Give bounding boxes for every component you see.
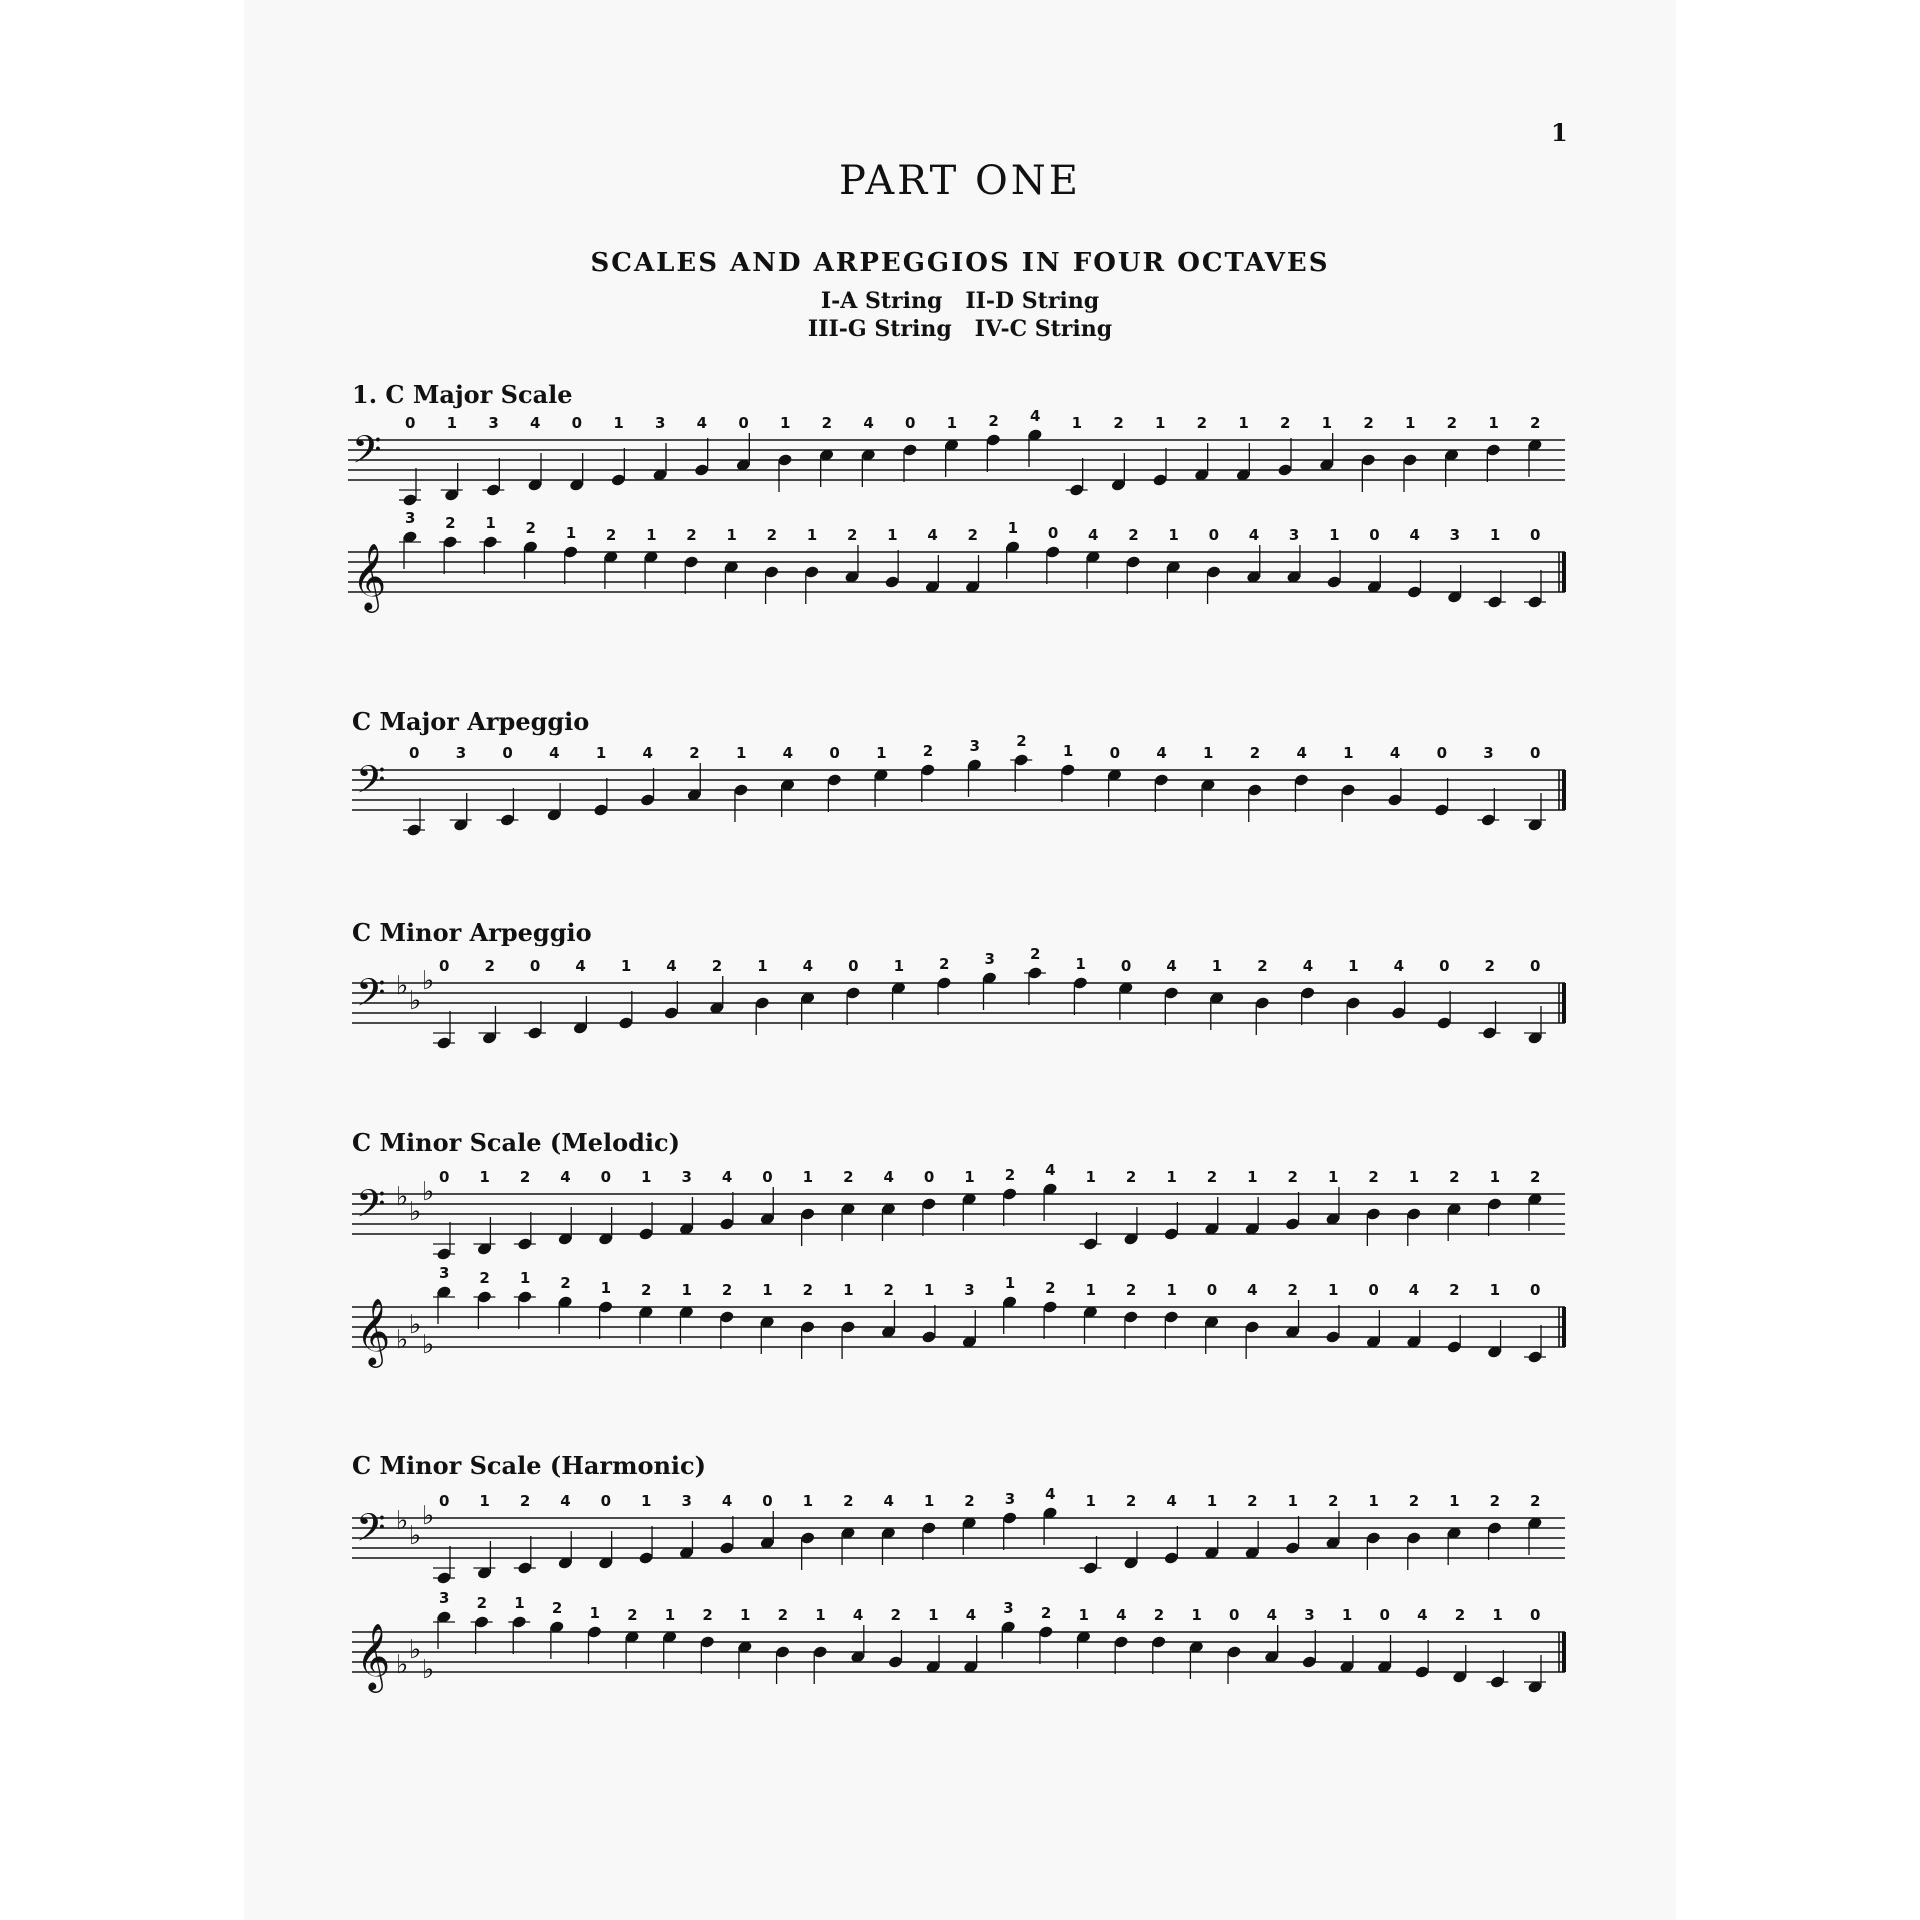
flat-icon: ♭ bbox=[409, 986, 422, 1016]
fingering-number: 2 bbox=[721, 1281, 733, 1299]
fingering-number: 1 bbox=[1166, 1168, 1177, 1186]
fingering-number: 4 bbox=[863, 414, 874, 432]
fingering-number: 3 bbox=[405, 509, 416, 527]
fingering-number: 0 bbox=[405, 414, 416, 432]
fingering-number: 1 bbox=[1071, 414, 1083, 432]
section-title-c-major-scale: 1. C Major Scale bbox=[352, 380, 573, 409]
fingering-number: 2 bbox=[1247, 1492, 1258, 1510]
fingering-number: 2 bbox=[445, 514, 456, 532]
bass-clef-icon: 𝄢 bbox=[356, 970, 386, 1024]
fingering-number: 2 bbox=[525, 519, 536, 537]
flat-icon: ♭ bbox=[422, 1501, 435, 1531]
fingering-number: 0 bbox=[1120, 957, 1132, 975]
fingering-number: 2 bbox=[1016, 732, 1027, 750]
fingering-number: 1 bbox=[762, 1281, 773, 1299]
fingering-number: 2 bbox=[1368, 1168, 1379, 1186]
fingering-number: 1 bbox=[1405, 414, 1416, 432]
fingering-number: 4 bbox=[927, 526, 938, 544]
fingering-number: 0 bbox=[439, 1492, 450, 1510]
fingering-number: 0 bbox=[1436, 744, 1448, 762]
fingering-number: 1 bbox=[1004, 1274, 1016, 1292]
fingering-number: 4 bbox=[883, 1492, 894, 1510]
fingering-number: 2 bbox=[967, 526, 978, 544]
fingering-number: 2 bbox=[939, 955, 950, 973]
flat-icon: ♭ bbox=[422, 1177, 435, 1207]
bass-clef-icon: 𝄢 bbox=[356, 1181, 386, 1235]
fingering-number: 0 bbox=[439, 1168, 450, 1186]
fingering-number: 2 bbox=[883, 1281, 894, 1299]
fingering-number: 1 bbox=[519, 1269, 531, 1287]
fingering-number: 1 bbox=[641, 1492, 652, 1510]
fingering-number: 4 bbox=[666, 957, 677, 975]
fingering-number: 2 bbox=[689, 744, 700, 762]
fingering-number: 2 bbox=[1530, 414, 1541, 432]
fingering-number: 1 bbox=[1155, 414, 1166, 432]
fingering-number: 1 bbox=[1489, 526, 1501, 544]
page-subtitle: SCALES AND ARPEGGIOS IN FOUR OCTAVES bbox=[590, 248, 1330, 278]
fingering-number: 3 bbox=[488, 414, 499, 432]
fingering-number: 1 bbox=[1489, 1168, 1501, 1186]
bass-clef-icon: 𝄢 bbox=[356, 1505, 386, 1559]
flat-icon: ♭ bbox=[409, 1635, 422, 1665]
fingering-number: 4 bbox=[965, 1606, 977, 1624]
flat-icon: ♭ bbox=[396, 971, 409, 1001]
fingering-number: 1 bbox=[739, 1606, 751, 1624]
fingering-number: 2 bbox=[821, 414, 833, 432]
fingering-number: 2 bbox=[1287, 1168, 1298, 1186]
fingering-number: 4 bbox=[560, 1492, 571, 1510]
fingering-number: 2 bbox=[922, 742, 934, 760]
fingering-number: 4 bbox=[530, 414, 541, 432]
bass-clef-icon: 𝄢 bbox=[356, 757, 386, 811]
fingering-number: 1 bbox=[613, 414, 624, 432]
fingering-number: 4 bbox=[1166, 1492, 1177, 1510]
section-title-c-minor-harmonic: C Minor Scale (Harmonic) bbox=[352, 1451, 706, 1480]
fingering-number: 4 bbox=[1156, 744, 1167, 762]
fingering-number: 0 bbox=[923, 1168, 935, 1186]
flat-icon: ♭ bbox=[422, 1655, 435, 1685]
fingering-number: 4 bbox=[560, 1168, 571, 1186]
fingering-number: 2 bbox=[476, 1594, 488, 1612]
fingering-number: 4 bbox=[1393, 957, 1405, 975]
fingering-number: 1 bbox=[646, 526, 657, 544]
fingering-number: 3 bbox=[964, 1281, 975, 1299]
fingering-number: 0 bbox=[600, 1492, 612, 1510]
fingering-number: 0 bbox=[1047, 524, 1059, 542]
fingering-number: 2 bbox=[1125, 1281, 1137, 1299]
fingering-number: 2 bbox=[1125, 1168, 1137, 1186]
fingering-number: 2 bbox=[1408, 1492, 1420, 1510]
fingering-number: 3 bbox=[1304, 1606, 1315, 1624]
fingering-number: 1 bbox=[843, 1281, 854, 1299]
fingering-number: 2 bbox=[1045, 1279, 1056, 1297]
fingering-number: 4 bbox=[1417, 1606, 1428, 1624]
fingering-number: 1 bbox=[1492, 1606, 1503, 1624]
fingering-number: 0 bbox=[1369, 526, 1380, 544]
fingering-number: 2 bbox=[702, 1606, 713, 1624]
fingering-number: 2 bbox=[843, 1168, 854, 1186]
fingering-number: 1 bbox=[876, 744, 887, 762]
fingering-number: 4 bbox=[575, 957, 586, 975]
fingering-number: 2 bbox=[1446, 414, 1458, 432]
fingering-number: 4 bbox=[1389, 744, 1401, 762]
fingering-number: 1 bbox=[514, 1594, 525, 1612]
treble-clef-icon: 𝄞 bbox=[356, 1622, 391, 1690]
fingering-number: 1 bbox=[923, 1281, 935, 1299]
fingering-number: 3 bbox=[1483, 744, 1494, 762]
fingering-number: 0 bbox=[1439, 957, 1450, 975]
fingering-number: 1 bbox=[802, 1492, 814, 1510]
fingering-number: 4 bbox=[1266, 1606, 1278, 1624]
fingering-number: 2 bbox=[641, 1281, 652, 1299]
fingering-number: 3 bbox=[969, 737, 980, 755]
fingering-number: 4 bbox=[1247, 1281, 1258, 1299]
fingering-number: 4 bbox=[1248, 526, 1260, 544]
fingering-number: 2 bbox=[519, 1492, 531, 1510]
fingering-number: 1 bbox=[1247, 1168, 1258, 1186]
fingering-number: 1 bbox=[479, 1168, 490, 1186]
fingering-number: 2 bbox=[1530, 1492, 1541, 1510]
fingering-number: 1 bbox=[780, 414, 791, 432]
fingering-number: 1 bbox=[1085, 1492, 1096, 1510]
fingering-number: 1 bbox=[1085, 1281, 1096, 1299]
fingering-number: 1 bbox=[1488, 414, 1499, 432]
flat-icon: ♭ bbox=[396, 1650, 409, 1680]
fingering-number: 0 bbox=[1368, 1281, 1379, 1299]
fingering-number: 2 bbox=[1484, 957, 1495, 975]
fingering-number: 0 bbox=[848, 957, 859, 975]
fingering-number: 4 bbox=[1088, 526, 1099, 544]
fingering-number: 4 bbox=[549, 744, 560, 762]
fingering-number: 1 bbox=[757, 957, 768, 975]
fingering-number: 0 bbox=[1530, 957, 1541, 975]
fingering-number: 1 bbox=[565, 524, 577, 542]
fingering-number: 0 bbox=[1208, 526, 1220, 544]
fingering-number: 4 bbox=[802, 957, 814, 975]
fingering-number: 2 bbox=[766, 526, 778, 544]
fingering-number: 2 bbox=[1530, 1168, 1541, 1186]
fingering-number: 0 bbox=[1206, 1281, 1218, 1299]
fingering-number: 1 bbox=[1075, 955, 1086, 973]
fingering-number: 0 bbox=[762, 1168, 773, 1186]
fingering-number: 2 bbox=[1454, 1606, 1466, 1624]
fingering-number: 4 bbox=[1302, 957, 1314, 975]
fingering-number: 1 bbox=[1449, 1492, 1460, 1510]
fingering-number: 1 bbox=[1007, 519, 1019, 537]
fingering-number: 1 bbox=[589, 1604, 600, 1622]
fingering-number: 1 bbox=[893, 957, 905, 975]
fingering-number: 0 bbox=[571, 414, 583, 432]
fingering-number: 2 bbox=[1029, 945, 1041, 963]
flat-icon: ♭ bbox=[396, 1506, 409, 1536]
fingering-number: 4 bbox=[782, 744, 794, 762]
fingering-number: 0 bbox=[1530, 1281, 1541, 1299]
fingering-number: 1 bbox=[664, 1606, 676, 1624]
fingering-number: 2 bbox=[479, 1269, 490, 1287]
fingering-number: 2 bbox=[1196, 414, 1208, 432]
fingering-number: 1 bbox=[815, 1606, 826, 1624]
treble-clef-icon: 𝄞 bbox=[352, 542, 387, 610]
fingering-number: 0 bbox=[1229, 1606, 1240, 1624]
fingering-number: 2 bbox=[627, 1606, 638, 1624]
fingering-number: 1 bbox=[946, 414, 958, 432]
fingering-number: 2 bbox=[605, 526, 617, 544]
fingering-number: 1 bbox=[1078, 1606, 1089, 1624]
fingering-number: 2 bbox=[1327, 1492, 1339, 1510]
section-title-c-minor-melodic: C Minor Scale (Melodic) bbox=[352, 1128, 681, 1157]
fingering-number: 0 bbox=[829, 744, 840, 762]
fingering-number: 4 bbox=[1116, 1606, 1127, 1624]
fingering-number: 1 bbox=[485, 514, 496, 532]
fingering-number: 1 bbox=[620, 957, 632, 975]
fingering-number: 4 bbox=[1408, 1281, 1420, 1299]
fingering-number: 1 bbox=[1062, 742, 1074, 760]
fingering-number: 0 bbox=[529, 957, 541, 975]
fingering-number: 1 bbox=[595, 744, 607, 762]
fingering-number: 2 bbox=[1004, 1166, 1016, 1184]
flat-icon: ♭ bbox=[422, 966, 435, 996]
fingering-number: 1 bbox=[1166, 1281, 1177, 1299]
string-legend-line-2: III-G String IV-C String bbox=[807, 316, 1113, 342]
fingering-number: 2 bbox=[1153, 1606, 1165, 1624]
fingering-number: 1 bbox=[1348, 957, 1359, 975]
fingering-number: 1 bbox=[1327, 1281, 1339, 1299]
fingering-number: 2 bbox=[843, 1492, 854, 1510]
fingering-number: 3 bbox=[1288, 526, 1300, 544]
fingering-number: 3 bbox=[655, 414, 666, 432]
fingering-number: 1 bbox=[600, 1279, 612, 1297]
fingering-number: 1 bbox=[887, 526, 898, 544]
fingering-number: 3 bbox=[439, 1589, 450, 1607]
fingering-number: 2 bbox=[777, 1606, 789, 1624]
fingering-number: 1 bbox=[1203, 744, 1214, 762]
fingering-number: 1 bbox=[1238, 414, 1249, 432]
fingering-number: 2 bbox=[1206, 1168, 1218, 1186]
fingering-number: 1 bbox=[1489, 1281, 1501, 1299]
fingering-number: 1 bbox=[1287, 1492, 1298, 1510]
fingering-number: 3 bbox=[1004, 1490, 1016, 1508]
fingering-number: 1 bbox=[1343, 744, 1354, 762]
fingering-number: 0 bbox=[1109, 744, 1121, 762]
fingering-number: 2 bbox=[1280, 414, 1291, 432]
fingering-number: 4 bbox=[1296, 744, 1307, 762]
fingering-number: 4 bbox=[642, 744, 653, 762]
fingering-number: 1 bbox=[923, 1492, 935, 1510]
fingering-number: 2 bbox=[846, 526, 858, 544]
fingering-number: 0 bbox=[1530, 526, 1541, 544]
fingering-number: 2 bbox=[890, 1606, 901, 1624]
fingering-number: 2 bbox=[519, 1168, 531, 1186]
fingering-number: 0 bbox=[502, 744, 513, 762]
fingering-number: 2 bbox=[1113, 414, 1124, 432]
fingering-number: 4 bbox=[852, 1606, 864, 1624]
fingering-number: 1 bbox=[806, 526, 818, 544]
fingering-number: 2 bbox=[1449, 1168, 1460, 1186]
fingering-number: 1 bbox=[1168, 526, 1179, 544]
bass-clef-icon: 𝄢 bbox=[352, 427, 382, 481]
fingering-number: 2 bbox=[802, 1281, 814, 1299]
fingering-number: 4 bbox=[721, 1168, 733, 1186]
fingering-number: 1 bbox=[802, 1168, 814, 1186]
fingering-number: 0 bbox=[1530, 1606, 1541, 1624]
page-number: 1 bbox=[1551, 118, 1568, 147]
flat-icon: ♭ bbox=[409, 1521, 422, 1551]
page-title: PART ONE bbox=[839, 158, 1081, 204]
flat-icon: ♭ bbox=[396, 1182, 409, 1212]
flat-icon: ♭ bbox=[409, 1310, 422, 1340]
flat-icon: ♭ bbox=[409, 1197, 422, 1227]
fingering-number: 1 bbox=[1327, 1168, 1339, 1186]
fingering-number: 0 bbox=[439, 957, 450, 975]
fingering-number: 2 bbox=[964, 1492, 975, 1510]
fingering-number: 1 bbox=[1329, 526, 1340, 544]
fingering-number: 2 bbox=[711, 957, 723, 975]
fingering-number: 2 bbox=[1125, 1492, 1137, 1510]
fingering-number: 4 bbox=[1166, 957, 1177, 975]
fingering-number: 1 bbox=[681, 1281, 692, 1299]
fingering-number: 1 bbox=[1341, 1606, 1353, 1624]
fingering-number: 2 bbox=[484, 957, 495, 975]
fingering-number: 2 bbox=[1040, 1604, 1052, 1622]
fingering-number: 3 bbox=[1003, 1599, 1014, 1617]
fingering-number: 0 bbox=[1379, 1606, 1390, 1624]
fingering-number: 2 bbox=[551, 1599, 563, 1617]
fingering-number: 4 bbox=[696, 414, 708, 432]
fingering-number: 1 bbox=[1321, 414, 1333, 432]
fingering-number: 0 bbox=[762, 1492, 773, 1510]
fingering-number: 0 bbox=[738, 414, 749, 432]
fingering-number: 1 bbox=[479, 1492, 490, 1510]
fingering-number: 4 bbox=[1409, 526, 1420, 544]
fingering-number: 2 bbox=[1257, 957, 1268, 975]
fingering-number: 1 bbox=[928, 1606, 939, 1624]
fingering-number: 1 bbox=[1408, 1168, 1420, 1186]
fingering-number: 2 bbox=[1449, 1281, 1460, 1299]
fingering-number: 3 bbox=[439, 1264, 450, 1282]
section-title-c-major-arpeggio: C Major Arpeggio bbox=[352, 707, 590, 736]
fingering-number: 1 bbox=[1191, 1606, 1202, 1624]
fingering-number: 3 bbox=[1449, 526, 1461, 544]
flat-icon: ♭ bbox=[422, 1330, 435, 1360]
fingering-number: 1 bbox=[1206, 1492, 1218, 1510]
fingering-number: 2 bbox=[560, 1274, 571, 1292]
fingering-number: 3 bbox=[681, 1492, 692, 1510]
fingering-number: 3 bbox=[455, 744, 467, 762]
fingering-number: 1 bbox=[726, 526, 737, 544]
section-title-c-minor-arpeggio: C Minor Arpeggio bbox=[352, 918, 592, 947]
fingering-number: 2 bbox=[1489, 1492, 1501, 1510]
fingering-number: 1 bbox=[735, 744, 747, 762]
fingering-number: 2 bbox=[1363, 414, 1374, 432]
fingering-number: 1 bbox=[1085, 1168, 1096, 1186]
fingering-number: 3 bbox=[984, 950, 995, 968]
string-legend-line-1: I-A String II-D String bbox=[820, 288, 1100, 314]
fingering-number: 4 bbox=[1030, 407, 1041, 425]
fingering-number: 2 bbox=[1287, 1281, 1298, 1299]
fingering-number: 3 bbox=[681, 1168, 692, 1186]
fingering-number: 2 bbox=[1249, 744, 1261, 762]
fingering-number: 4 bbox=[721, 1492, 733, 1510]
fingering-number: 1 bbox=[446, 414, 458, 432]
fingering-number: 0 bbox=[1530, 744, 1541, 762]
fingering-number: 4 bbox=[883, 1168, 894, 1186]
flat-icon: ♭ bbox=[396, 1325, 409, 1355]
fingering-number: 1 bbox=[1211, 957, 1223, 975]
fingering-number: 1 bbox=[641, 1168, 652, 1186]
fingering-number: 0 bbox=[905, 414, 916, 432]
treble-clef-icon: 𝄞 bbox=[356, 1297, 391, 1365]
fingering-number: 0 bbox=[600, 1168, 612, 1186]
fingering-number: 2 bbox=[988, 412, 999, 430]
fingering-number: 0 bbox=[409, 744, 420, 762]
fingering-number: 1 bbox=[964, 1168, 975, 1186]
fingering-number: 2 bbox=[1128, 526, 1139, 544]
fingering-number: 2 bbox=[686, 526, 697, 544]
fingering-number: 4 bbox=[1045, 1485, 1056, 1503]
fingering-number: 4 bbox=[1045, 1161, 1056, 1179]
fingering-number: 1 bbox=[1368, 1492, 1379, 1510]
